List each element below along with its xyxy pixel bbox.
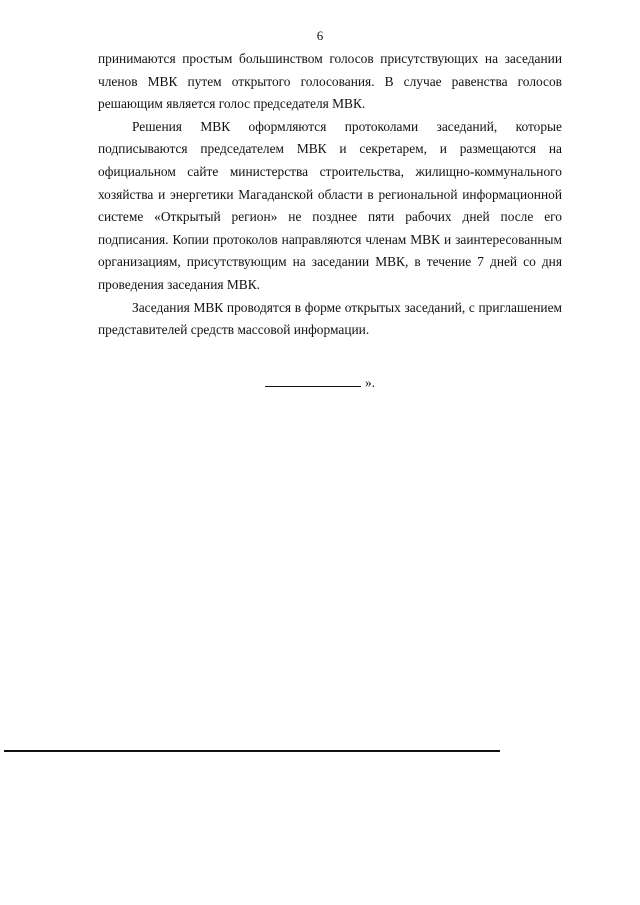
closing-underline — [265, 376, 361, 387]
footer-divider — [4, 750, 500, 752]
page-number: 6 — [316, 28, 324, 43]
closing-line — [0, 375, 640, 391]
document-body — [98, 48, 562, 342]
paragraph: принимаются простым большинством голосов присутствующих на заседании членов МВК путем открытого голосования. В случае равенства голосов решающим является голос председателя МВК. — [98, 51, 562, 112]
paragraph: Решения МВК оформляются протоколами заседаний, которые подписываются председателем МВК и секретарем, и размещаются на официальном сайте министерства строительства, жилищно-коммунального хозяйства и энергетики Магаданской области в региональной информационной системе «Открытый регион» не позднее пяти рабочих дней после его подписания. Копии протоколов направляются членам МВК и заинтересованным организациям, присутствующим на заседании МВК, в течение 7 дней со дня проведения заседания МВК. — [98, 118, 562, 292]
paragraph: Заседания МВК проводятся в форме открытых заседаний, с приглашением представителей средств массовой информации. — [98, 299, 562, 338]
closing-quote-mark: ». — [364, 375, 376, 390]
